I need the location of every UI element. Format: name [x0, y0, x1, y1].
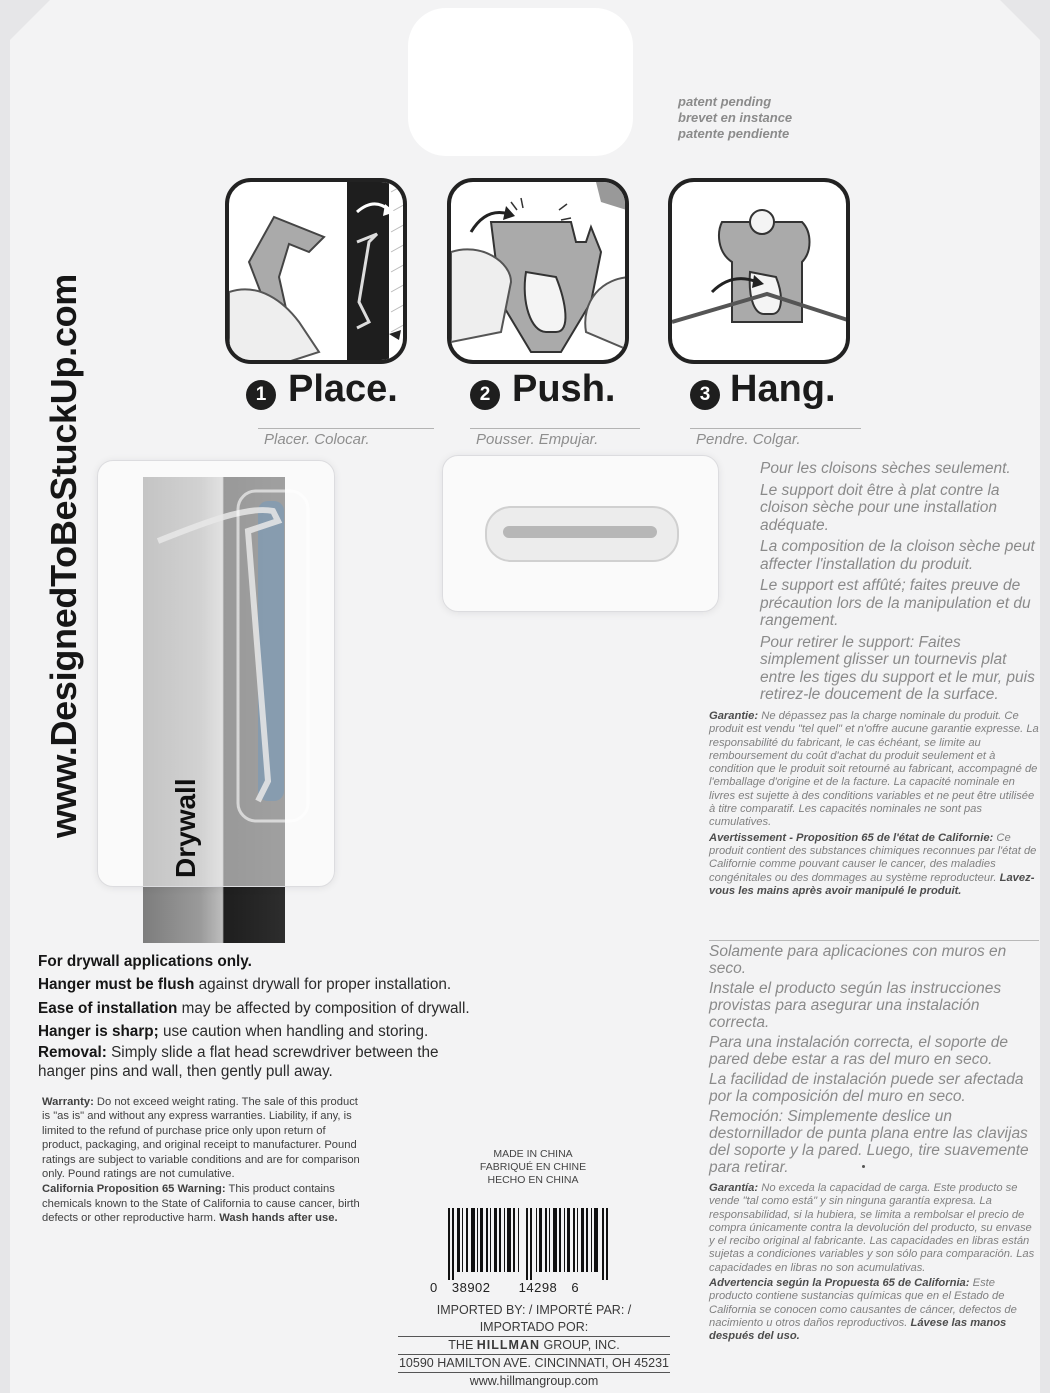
website-vertical: www.DesignedToBeStuckUp.com: [43, 274, 84, 838]
place-hanger-icon: [225, 178, 407, 364]
patent-notice: patent pending brevet en instance patente pendiente: [678, 94, 793, 141]
hillman-brand: HILLMAN: [476, 1338, 541, 1352]
step-3-number: 3: [690, 380, 720, 410]
drywall-label: Drywall: [170, 778, 201, 878]
hang-tab-hole: [408, 8, 633, 156]
step-2-subtitle: Pousser. Empujar.: [470, 428, 640, 448]
adhesive-slot: [485, 506, 679, 562]
step-1-title: Place.: [288, 368, 398, 410]
step-2-title: Push.: [512, 368, 616, 410]
importer-company: THE HILLMAN GROUP, INC.: [398, 1337, 670, 1355]
english-warranty: Warranty: Do not exceed weight rating. The sale of this product is "as is" and without any express warranties. Liability, if any, is limited to the refund of purchase price only upon return of product, packaging, and original receipt to manufacturer. Pound ratings are subject to variable conditions and are for comparison only. Pound ratings are not cumulative. California Proposition 65 Warning: This product contains chemicals known to the State of California to cause cancer, birth defects or other reproductive harm. Wash hands after use.: [42, 1096, 360, 1225]
adhesive-blister: [442, 455, 719, 612]
hang-wire-icon: [668, 178, 850, 364]
step-3-subtitle: Pendre. Colgar.: [690, 428, 861, 448]
step-1-number: 1: [246, 380, 276, 410]
french-instructions: Pour les cloisons sèches seulement. Le support doit être à plat contre la cloison sèche pour une installation adéquate. La composition de la cloison sèche peut affecter l'installation du produit. Le support est affûté; faites preuve de précaution lors de la manipulation et du rangement. Pour retirer le support: Faites simplement glisser un tournevis plat entre les tiges du support et le mur, puis retirez-le doucement de la surface.: [760, 460, 1035, 703]
step-3-title: Hang.: [730, 368, 836, 410]
english-instructions: For drywall applications only. Hanger must be flush against drywall for proper installation. Ease of installation may be affected by composition of drywall. Hanger is sharp; use caution when handling and storing. Removal: Simply slide a flat head screwdriver between the hanger pins and wall, then gently pull away.: [38, 953, 470, 1081]
hillman-website: www.hillmangroup.com: [469, 1374, 599, 1388]
upc-barcode: [440, 1208, 620, 1280]
hanger-blister: [97, 460, 335, 887]
step-1-subtitle: Placer. Colocar.: [258, 428, 434, 448]
push-hanger-icon: [447, 178, 629, 364]
spanish-warranty: Garantía: No exceda la capacidad de carga. Este producto se vende "tal como está" y sin ninguna garantía expresa. La responsabilidad, si la hubiera, se limita a rembolsar el precio de compra únicamente contra la devolución del producto, su envase y el recibo original al fabricante. Las capacidades en libras están sujetas a condiciones variables y son sólo para comparación. Las capacidades en libras no son acumulativas. Advertencia según la Propuesta 65 de California: Este producto contiene sustancias químicas que en el Estado de California se conocen como causantes de cáncer, defectos de nacimiento u otros daños reproductivos. Lávese las manos después del uso.: [709, 1182, 1035, 1343]
upc-digits: 0 38902 14298 6: [430, 1280, 580, 1295]
spanish-instructions: Solamente para aplicaciones con muros en seco. Instale el producto según las instrucciones provistas para asegurar una instalación correcta. Para una instalación correcta, el soporte de pared debe estar a ras del muro en seco. La facilidad de instalación puede ser afectada por la composición del muro en seco. Remoción: Simplemente deslice un destornillador de punta plana entre las clavijas del soporte y la pared. Luego, tire suavemente para retirar.: [709, 940, 1039, 1179]
country-of-origin: MADE IN CHINA FABRIQUÉ EN CHINE HECHO EN CHINA: [479, 1148, 587, 1186]
step-2-number: 2: [470, 380, 500, 410]
french-warranty: Garantie: Ne dépassez pas la charge nominale du produit. Ce produit est vendu "tel quel" et n'offre aucune garantie expresse. La responsabilité du fabricant, le cas échéant, se limite au remboursement du coût d'achat du produit seulement et à condition que le produit soit retourné au fabricant, accompagné de l'emballage d'origine et de la facture. La capacité nominale en livres est sujette à des conditions variables et ne peut être utilisée à titre comparatif. Les capacités nominales ne sont pas cumulatives. Avertissement - Proposition 65 de l'état de Californie: Ce produit contient des substances chimiques reconnues par l'état de Californie comme pouvant causer le cancer, des maladies congénitales ou des dommages au système reproducteur. Lavez-vous les mains après avoir manipulé le produit.: [709, 710, 1039, 897]
importer-info: IMPORTED BY: / IMPORTÉ PAR: / IMPORTADO POR: THE HILLMAN GROUP, INC. 10590 HAMILTON AVE. CINCINNATI, OH 45231 www.hillmangroup.com: [398, 1303, 669, 1388]
